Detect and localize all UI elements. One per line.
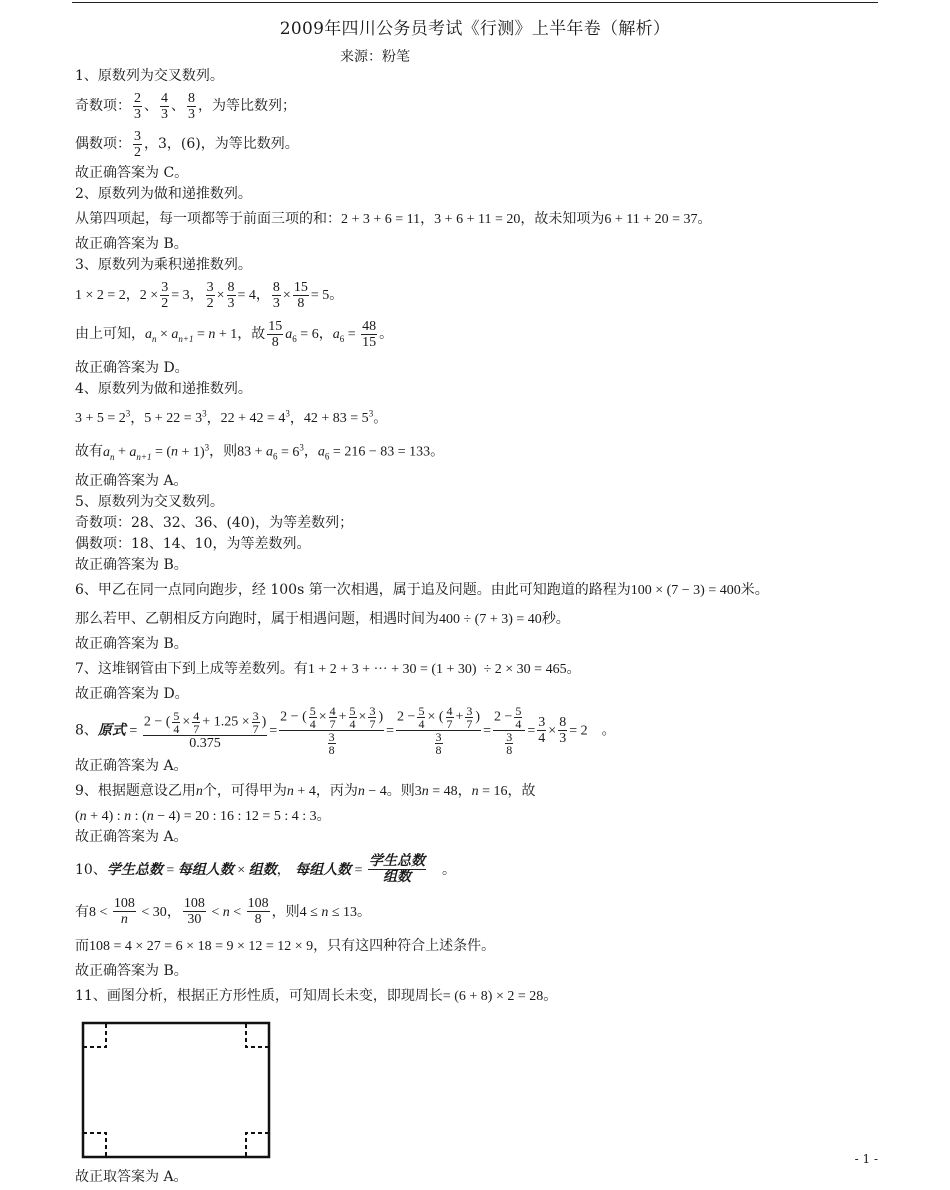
q7-answer: 故正确答案为 D。: [75, 685, 189, 702]
q2-text1: 从第四项起，每一项都等于前面三项的和：: [75, 211, 341, 227]
q6-text1: 6、甲乙在同一点同向跑步，经 100s 第一次相遇，属于追及问题。由此可知跑道的路程为: [75, 581, 631, 598]
q1-even-tail: ，3，(6)，为等比数列。: [144, 136, 299, 152]
q1-even-line: 偶数项： $\frac{3}{2}$ ，3，(6)，为等比数列。: [75, 128, 299, 160]
q7-line1: 7、这堆钢管由下到上成等差数列。有1 + 2 + 3 + ··· + 30 = (1 + 30) ÷ 2 × 30 = 465。: [75, 660, 581, 677]
q1-answer: 故正确答案为 C。: [75, 165, 189, 181]
q11-answer: 故正取答案为 A。: [75, 1168, 188, 1185]
q4-answer: 故正确答案为 A。: [75, 472, 188, 489]
q9-text1: 9、根据题意设乙用: [75, 782, 196, 799]
q6-text2: 那么若甲、乙朝相反方向跑时，属于相遇问题，相遇时间为: [75, 610, 439, 627]
q2-formula-line: 从第四项起，每一项都等于前面三项的和：2 + 3 + 6 = 11，3 + 6 + 11 = 20，故未知项为6 + 11 + 20 = 37。: [75, 211, 712, 227]
q8-answer: 故正确答案为 A。: [75, 757, 188, 774]
q1-odd-line: 奇数项： $\frac{2}{3}$ 、 $\frac{4}{3}$ 、 $\frac{8}{3}$ ，为等比数列；: [75, 90, 296, 122]
q11-text1: 11、画图分析，根据正方形性质，可知周长未变，即现周长: [75, 987, 443, 1004]
q3-conclusion-line: 由上可知，$a_n \times a_{n+1} = n + 1$，故 $\frac{15}{8}$ $a_6 = 6$，$a_6$ = $\frac{48}{15}$ 。: [75, 318, 394, 350]
q9-text4: 。则: [386, 782, 415, 799]
q3-formula-line: 1 × 2 = 2，2 × $\frac{3}{2}$ = 3， $\frac{3}{2}$ × $\frac{8}{3}$ = 4， $\frac{8}{3}$ × $\frac{15}{8}$ = 5。: [75, 279, 344, 311]
q6-unit1: 米。: [740, 581, 769, 598]
q4-formula-line: $3 + 5 = 2^3$，$5 + 22 = 3^3$，$22 + 42 = 4^3$，$42 + 83 = 5^3$。: [75, 408, 388, 427]
q10-answer: 故正确答案为 B。: [75, 962, 188, 979]
q10-total-b: 学生总数: [369, 854, 425, 870]
document-body: [75, 66, 885, 1188]
q9-answer: 故正确答案为 A。: [75, 828, 188, 845]
q4-text1: 故有: [75, 444, 103, 461]
q10-have: 有: [75, 903, 89, 920]
q4-conclusion-line: 故有$a_n + a_{n+1} = (n + 1)^3$，则$83 + a_6 = 6^3$，$a_6 = 216 - 83 = 133$。: [75, 442, 445, 462]
q6-line1: 6、甲乙在同一点同向跑步，经 100s 第一次相遇，属于追及问题。由此可知跑道的路程为100 × (7 − 3) = 400米。: [75, 581, 769, 598]
q5-odd: 奇数项：28、32、36、(40)，为等差数列；: [75, 514, 354, 531]
q10-and: 而: [75, 937, 89, 954]
q10-definition-line: 10、学生总数 = 每组人数 × 组数， 每组人数 = $\frac{\text{学生总数}}{\text{组数}}$ 。: [75, 854, 456, 886]
q2-answer: 故正确答案为 B。: [75, 236, 188, 252]
rectangle-diagram: [78, 1017, 278, 1163]
q4-intro: 4、原数列为做和递推数列。: [75, 380, 252, 397]
q3-answer: 故正确答案为 D。: [75, 359, 189, 376]
q6-unit2: 秒。: [541, 610, 570, 627]
q10-tail: ，只有这四种符合上述条件。: [313, 937, 496, 954]
q10-per-group-a: 每组人数: [177, 861, 234, 878]
q9-line1: 9、根据题意设乙用n个，可得甲为n + 4，丙为n − 4。则3n = 48，n = 16，故: [75, 782, 536, 799]
q11-line1: 11、画图分析，根据正方形性质，可知周长未变，即现周长= (6 + 8) × 2 = 28。: [75, 987, 558, 1004]
q2-text2: ，故未知项为: [520, 211, 605, 227]
q3-intro: 3、原数列为乘积递推数列。: [75, 257, 252, 273]
q1-odd-tail: ，为等比数列；: [198, 98, 296, 114]
q5-answer: 故正确答案为 B。: [75, 556, 188, 573]
q10-then: ，则: [271, 903, 300, 920]
header-rule: [72, 2, 878, 3]
q6-line2: 那么若甲、乙朝相反方向跑时，属于相遇问题，相遇时间为400 ÷ (7 + 3) = 40秒。: [75, 610, 570, 627]
q8-formula-line: 8、原式 = 2 − ( $\frac{5}{4}$ × $\frac{4}{7}$ + 1.25 × $\frac{3}{7}$ ) 0.375 = 2 − ( $\frac{5}{4}$ × $\frac{4}{7}$ + $\frac{5}{4}$ × $\frac{3}{7}$ ) $\frac{3}{8}$ = 2 − $\frac{5}{4}$ × ( $\frac{4}{7}$ + $\frac{3}{7}$ ) $\frac{3}{8}$ = 2 − $\frac{5}{4}$ $\frac{3}{8}$ = $\frac{3}{4}$ × $\frac{8}{3}$ = 2 。: [75, 703, 616, 757]
q9-line2: (n + 4) : n : (n − 4) = 20 : 16 : 12 = 5 : 4 : 3。: [75, 807, 331, 824]
q5-intro: 5、原数列为交叉数列。: [75, 493, 224, 510]
q9-text5: ，故: [507, 782, 536, 799]
q8-lead: 原式: [97, 722, 126, 739]
q10-inequality-line: 有8 < $\frac{108}{n}$ < 30， $\frac{108}{30}$ < n < $\frac{108}{8}$ ，则4 ≤ n ≤ 13。: [75, 896, 371, 928]
q2-intro: 2、原数列为做和递推数列。: [75, 186, 252, 202]
q9-text2: 个，可得甲为: [202, 782, 287, 799]
q11-rectangle-figure: [78, 1017, 278, 1163]
q3-text1: 由上可知，: [75, 326, 145, 342]
q4-text2: ，则: [209, 444, 238, 461]
page-title: 2009年四川公务员考试《行测》上半年卷（解析）: [279, 19, 671, 39]
q10-factor-line: 而108 = 4 × 27 = 6 × 18 = 9 × 12 = 12 × 9，只有这四种符合上述条件。: [75, 937, 496, 954]
q3-text2: ，故: [237, 326, 266, 342]
q9-text3: ，丙为: [315, 782, 358, 799]
q8-label: 8、: [75, 722, 98, 739]
q6-answer: 故正确答案为 B。: [75, 635, 188, 652]
q1-intro: 1、原数列为交叉数列。: [75, 68, 224, 84]
q5-even: 偶数项：18、14、10，为等差数列。: [75, 535, 311, 552]
q7-text1: 7、这堆钢管由下到上成等差数列。有: [75, 660, 308, 677]
page-number: - 1 -: [854, 1152, 878, 1166]
q1-odd-label: 奇数项：: [75, 98, 131, 114]
q10-total-a: 学生总数: [106, 861, 163, 878]
q10-groups-b: 组数: [368, 869, 426, 885]
q10-per-group-b: 每组人数: [295, 861, 352, 878]
source-line: 来源：粉笔: [340, 49, 410, 65]
q1-even-label: 偶数项：: [75, 136, 131, 152]
q10-label: 10、: [75, 861, 107, 878]
q10-groups-a: 组数: [248, 861, 277, 878]
